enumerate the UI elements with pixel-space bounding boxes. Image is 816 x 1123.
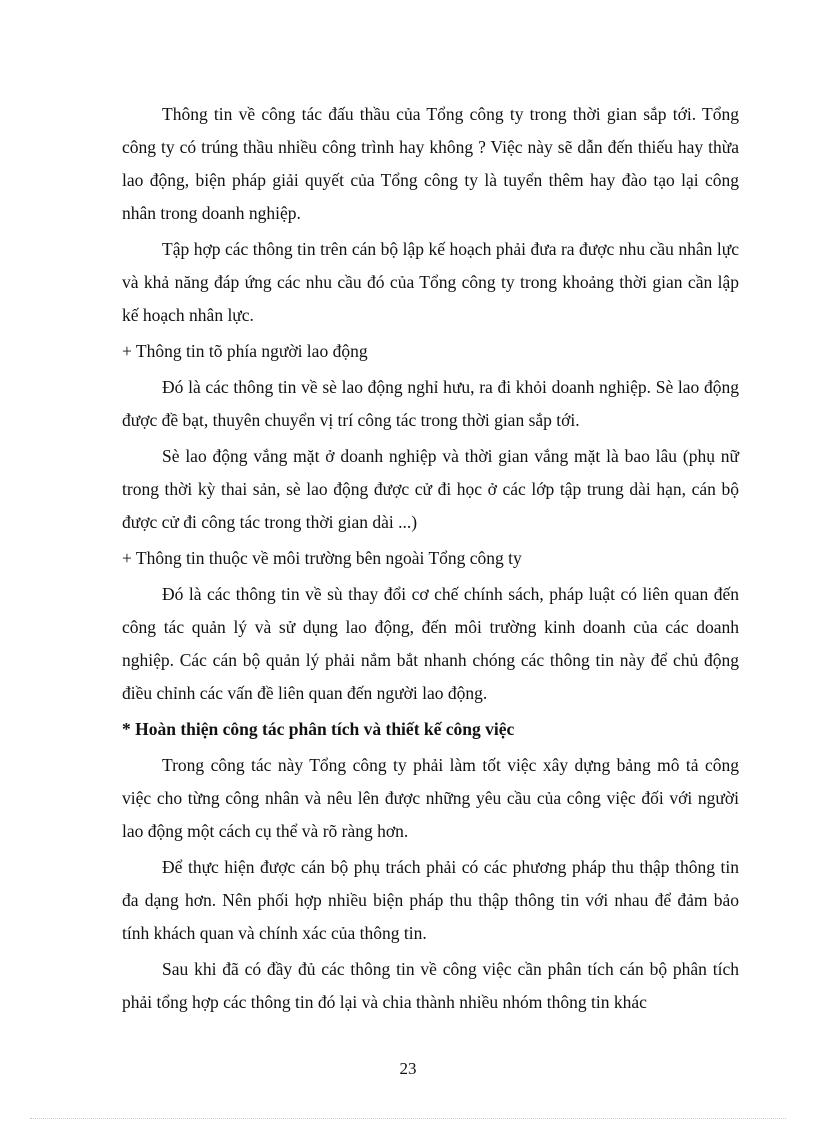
paragraph-absence-info: Sè lao động vắng mặt ở doanh nghiệp và thời gian vắng mặt là bao lâu (phụ nữ trong thời kỳ thai sản, sè lao động được cử đi học ở các lớp tập trung dài hạn, cán bộ được cử đi công tác trong thời gian dài ...) — [122, 446, 739, 532]
paragraph-information-synthesis: Tập hợp các thông tin trên cán bộ lập kế hoạch phải đưa ra được nhu cầu nhân lực và khả năng đáp ứng các nhu cầu đó của Tổng công ty trong khoảng thời gian cần lập kế hoạch nhân lực. — [122, 239, 739, 325]
page-number: 23 — [399, 1059, 417, 1078]
list-item-worker-info: + Thông tin tõ phía người lao động — [122, 341, 368, 361]
paragraph-policy-changes: Đó là các thông tin về sù thay đổi cơ chế chính sách, pháp luật có liên quan đến công tác quản lý và sử dụng lao động, đến môi trường kinh doanh của các doanh nghiệp. Các cán bộ quản lý phải nắm bắt nhanh chóng các thông tin này để chủ động điều chỉnh các vấn đề liên quan đến người lao động. — [122, 584, 739, 703]
paragraph-retirement-info: Đó là các thông tin về sè lao động nghỉ hưu, ra đi khỏi doanh nghiệp. Sè lao động được đề bạt, thuyên chuyển vị trí công tác trong thời gian sắp tới. — [122, 377, 739, 430]
section-heading-job-analysis: * Hoàn thiện công tác phân tích và thiết kế công việc — [122, 719, 515, 739]
paragraph-analysis-summary: Sau khi đã có đầy đủ các thông tin về công việc cần phân tích cán bộ phân tích phải tổng hợp các thông tin đó lại và chia thành nhiều nhóm thông tin khác — [122, 959, 739, 1012]
paragraph-collection-methods: Để thực hiện được cán bộ phụ trách phải có các phương pháp thu thập thông tin đa dạng hơn. Nên phối hợp nhiều biện pháp thu thập thông tin với nhau để đảm bảo tính khách quan và chính xác của thông tin. — [122, 857, 739, 943]
paragraph-job-description: Trong công tác này Tổng công ty phải làm tốt việc xây dựng bảng mô tả công việc cho từng công nhân và nêu lên được những yêu cầu của công việc đối với người lao động một cách cụ thể và rõ ràng hơn. — [122, 755, 739, 841]
list-item-external-info: + Thông tin thuộc về môi trường bên ngoài Tổng công ty — [122, 548, 522, 568]
page-bottom-divider — [30, 1118, 786, 1119]
paragraph-bidding-info: Thông tin về công tác đấu thầu của Tổng công ty trong thời gian sắp tới. Tổng công ty có trúng thầu nhiều công trình hay không ? Việc này sẽ dẫn đến thiếu hay thừa lao động, biện pháp giải quyết của Tổng công ty là tuyển thêm hay đào tạo lại công nhân trong doanh nghiệp. — [122, 104, 739, 223]
page-body — [122, 98, 739, 1022]
